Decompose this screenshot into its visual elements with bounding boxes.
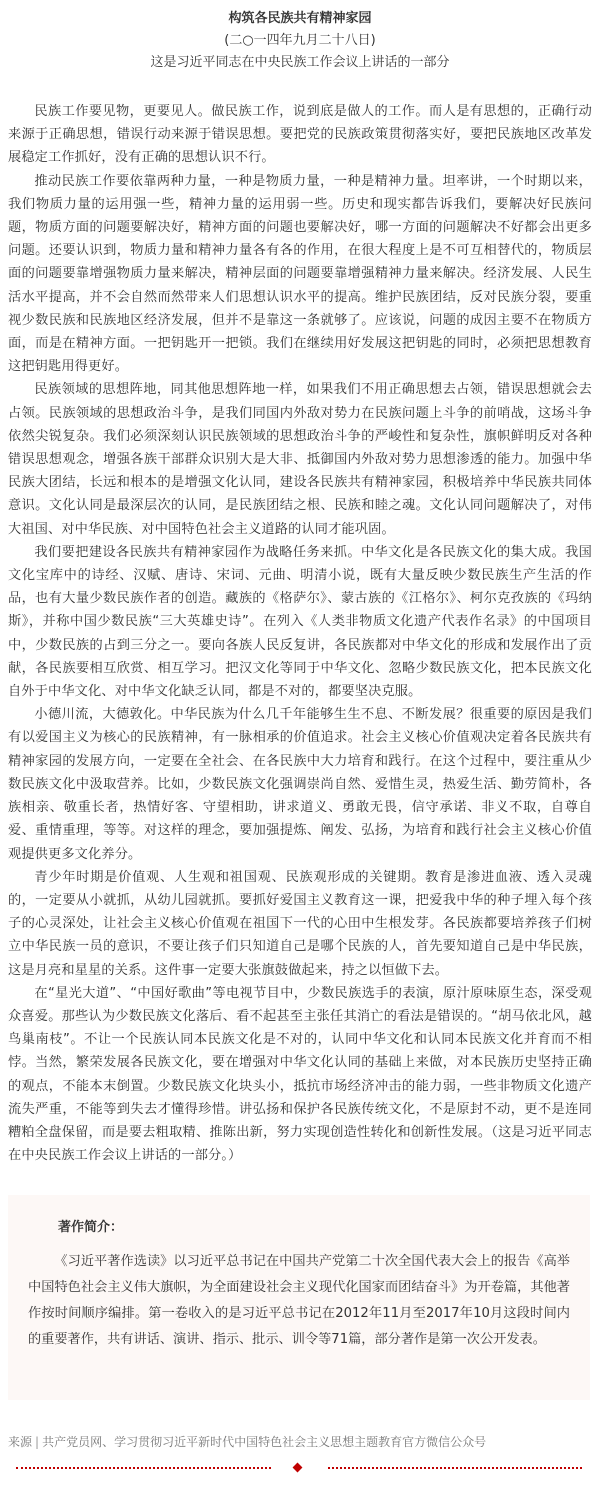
source-separator: | xyxy=(35,1435,40,1449)
paragraph: 推动民族工作要依靠两种力量，一种是物质力量，一种是精神力量。坦率讲，一个时期以来，我们物质力量的运用强一些，精神力量的运用弱一些。历史和现实都告诉我们，要解决好民族问题，物质方面的问题要解决好，精神方面的问题也要解决好，哪一方面的问题解决不好都会出更多问题。还要认识到，物质力量和精神力量各有各的作用，在很大程度上是不可互相替代的，物质层面的问题要靠增强物质力量来解决，精神层面的问题要靠增强精神力量来解决。经济发展、人民生活水平提高，并不会自然而然带来人们思想认识水平的提高。维护民族团结，反对民族分裂，要重视少数民族和民族地区经济发展，但并不是靠这一条就够了。应该说，问题的成因主要不在物质方面，而是在精神方面。一把钥匙开一把锁。我们在继续用好发展这把钥匙的同时，必须把思想教育这把钥匙用得更好。 xyxy=(8,173,592,375)
paragraph: 在“星光大道”、“中国好歌曲”等电视节目中，少数民族选手的表演，原汁原味原生态，深受观众喜爱。那些认为少数民族文化落后、看不起甚至主张任其消亡的看法是错误的。“胡马依北风，越鸟巢南枝”。不让一个民族认同本民族文化是不对的，认同中华文化和认同本民族文化并育而不相悖。当然，繁荣发展各民族文化，要在增强对中华文化认同的基础上来做，对本民族历史坚持正确的观点，不能本末倒置。少数民族文化块头小，抵抗市场经济冲击的能力弱，一些非物质文化遗产流失严重，不能等到失去才懂得珍惜。讲弘扬和保护各民族传统文化，不是原封不动，更不是连同糟粕全盘保留，而是要去粗取精、推陈出新，努力实现创造性转化和创新性发展。（这是习近平同志在中央民族工作会议上讲话的一部分。） xyxy=(8,985,592,1164)
work-intro-box xyxy=(8,1195,590,1400)
article-header xyxy=(0,0,600,74)
paragraph: 民族领域的思想阵地，同其他思想阵地一样，如果我们不用正确思想去占领，错误思想就会去占领。民族领域的思想政治斗争，是我们同国内外敌对势力在民族问题上斗争的前哨战，这场斗争依然尖锐复杂。我们必须深刻认识民族领域的思想政治斗争的严峻性和复杂性，旗帜鲜明反对各种错误思想观念，增强各族干部群众识别大是大非、抵御国内外敌对势力思想渗透的能力。加强中华民族大团结，长远和根本的是增强文化认同，建设各民族共有精神家园，积极培养中华民族共同体意识。文化认同是最深层次的认同，是民族团结之根、民族和睦之魂。文化认同问题解决了，对伟大祖国、对中华民族、对中国特色社会主义道路的认同才能巩固。 xyxy=(8,382,592,537)
article-date: (二○一四年九月二十八日) xyxy=(224,33,376,48)
paragraph: 青少年时期是价值观、人生观和祖国观、民族观形成的关键期。教育是渗进血液、透入灵魂的，一定要从小就抓，从幼儿园就抓。要抓好爱国主义教育这一课，把爱我中华的种子埋入每个孩子的心灵深处，让社会主义核心价值观在祖国下一代的心田中生根发芽。各民族都要培养孩子们树立中华民族一员的意识，不要让孩子们只知道自己是哪个民族的人，首先要知道自己是中华民族，这是月亮和星星的关系。这件事一定要大张旗鼓做起来，持之以恒做下去。 xyxy=(8,869,592,978)
work-intro-heading: 著作简介： xyxy=(58,1220,124,1235)
article-title: 构筑各民族共有精神家园 xyxy=(228,11,372,26)
dotted-line-right xyxy=(328,1467,582,1469)
source-line xyxy=(8,1433,486,1451)
source-text: 共产党员网、学习贯彻习近平新时代中国特色社会主义思想主题教育官方微信公众号 xyxy=(42,1435,487,1449)
article-subtitle: 这是习近平同志在中央民族工作会议上讲话的一部分 xyxy=(150,55,450,70)
article-body xyxy=(0,100,600,1167)
work-intro-text: 《习近平著作选读》以习近平总书记在中国共产党第二十次全国代表大会上的报告《高举中国特色社会主义伟大旗帜，为全面建设社会主义现代化国家而团结奋斗》为开卷篇，其他著作按时间顺序编排。第一卷收入的是习近平总书记在2012年11月至2017年10月这段时间内的重要著作，共有讲话、演讲、指示、批示、训令等71篇，部分著作是第一次公开发表。 xyxy=(28,1254,570,1347)
source-label: 来源 xyxy=(8,1435,33,1449)
dotted-line-left xyxy=(16,1467,271,1469)
diamond-icon xyxy=(293,1463,303,1473)
decorative-divider xyxy=(0,1463,600,1473)
paragraph: 民族工作要见物，更要见人。做民族工作，说到底是做人的工作。而人是有思想的，正确行动来源于正确思想，错误行动来源于错误思想。要把党的民族政策贯彻落实好，要把民族地区改革发展稳定工作抓好，没有正确的思想认识不行。 xyxy=(8,104,592,166)
paragraph: 小德川流，大德敦化。中华民族为什么几千年能够生生不息、不断发展？很重要的原因是我们有以爱国主义为核心的民族精神，有一脉相承的价值追求。社会主义核心价值观决定着各民族共有精神家园的发展方向，一定要在全社会、在各民族中大力培育和践行。在这个过程中，要注重从少数民族文化中汲取营养。比如，少数民族文化强调崇尚自然、爱惜生灵，热爱生活、勤劳简朴，各族相亲、敬重长者，热情好客、守望相助，讲求道义、勇敢无畏，信守承诺、非义不取，自尊自爱、重情重理，等等。对这样的理念，要加强提炼、阐发、弘扬，为培育和践行社会主义核心价值观提供更多文化养分。 xyxy=(8,707,592,862)
paragraph: 我们要把建设各民族共有精神家园作为战略任务来抓。中华文化是各民族文化的集大成。我国文化宝库中的诗经、汉赋、唐诗、宋词、元曲、明清小说，既有大量反映少数民族生产生活的作品，也有大量少数民族作者的创造。藏族的《格萨尔》、蒙古族的《江格尔》、柯尔克孜族的《玛纳斯》，并称中国少数民族“三大英雄史诗”。在列入《人类非物质文化遗产代表作名录》的中国项目中，少数民族的占到三分之一。要向各族人民反复讲，各民族都对中华文化的形成和发展作出了贡献，各民族要相互欣赏、相互学习。把汉文化等同于中华文化、忽略少数民族文化，把本民族文化自外于中华文化、对中华文化缺乏认同，都是不对的，都要坚决克服。 xyxy=(8,544,592,700)
